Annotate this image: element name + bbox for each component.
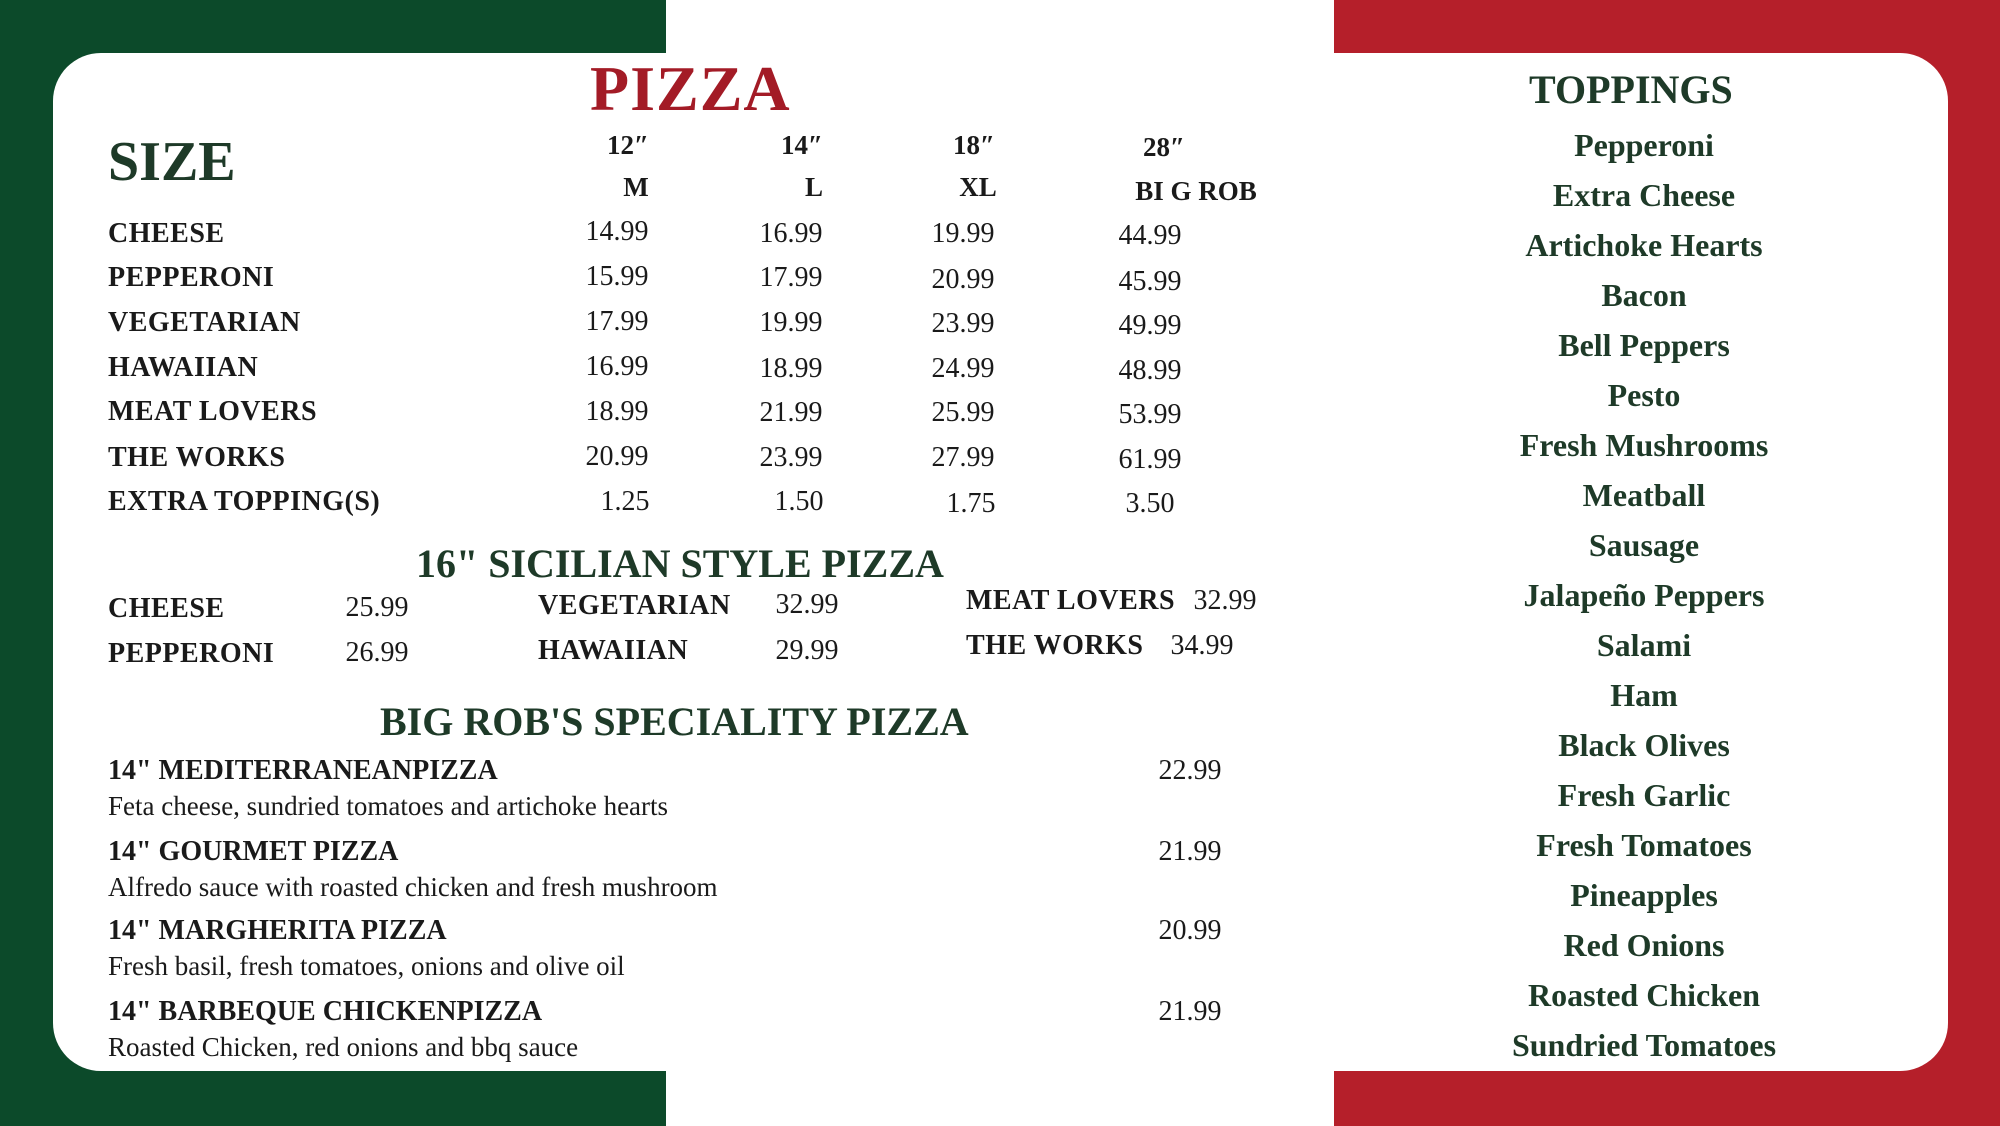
topping-item: Ham bbox=[1610, 677, 1678, 713]
price-cell: 1.75 bbox=[946, 488, 996, 519]
sicilian-item-name: HAWAIIAN bbox=[538, 635, 689, 666]
topping-item: Black Olives bbox=[1558, 727, 1730, 763]
price-cell: 25.99 bbox=[931, 397, 995, 428]
col-12-size: 12″ bbox=[607, 130, 649, 160]
specialty-item-desc: Roasted Chicken, red onions and bbq sauce bbox=[108, 1032, 579, 1062]
sicilian-item-price: 34.99 bbox=[1170, 630, 1234, 661]
price-cell: 15.99 bbox=[585, 261, 649, 292]
specialty-item-price: 22.99 bbox=[1158, 755, 1222, 786]
row-name: HAWAIIAN bbox=[108, 352, 259, 383]
col-28-size: 28″ bbox=[1143, 132, 1185, 162]
row-name: THE WORKS bbox=[108, 442, 286, 473]
pizza-title: PIZZA bbox=[590, 53, 791, 124]
topping-item: Red Onions bbox=[1563, 927, 1725, 963]
row-name: PEPPERONI bbox=[108, 262, 275, 293]
topping-item: Sausage bbox=[1588, 527, 1700, 563]
price-cell: 48.99 bbox=[1118, 355, 1182, 386]
price-cell: 23.99 bbox=[759, 442, 823, 473]
price-cell: 61.99 bbox=[1118, 444, 1182, 475]
price-cell: 19.99 bbox=[759, 307, 823, 338]
sicilian-item-price: 26.99 bbox=[345, 637, 409, 668]
topping-item: Sundried Tomatoes bbox=[1511, 1027, 1777, 1063]
price-cell: 21.99 bbox=[759, 397, 823, 428]
specialty-item-price: 21.99 bbox=[1158, 836, 1222, 867]
specialty-item-name: 14" GOURMET PIZZA bbox=[108, 836, 399, 867]
topping-item: Roasted Chicken bbox=[1527, 977, 1760, 1013]
price-cell: 16.99 bbox=[759, 218, 823, 249]
sicilian-item-name: PEPPERONI bbox=[108, 638, 275, 669]
sicilian-item-price: 32.99 bbox=[1193, 585, 1257, 616]
sicilian-item-name: VEGETARIAN bbox=[538, 590, 731, 621]
sicilian-title: 16" SICILIAN STYLE PIZZA bbox=[416, 541, 944, 586]
price-cell: 18.99 bbox=[759, 353, 823, 384]
row-name: EXTRA TOPPING(S) bbox=[108, 486, 381, 517]
price-cell: 18.99 bbox=[585, 396, 649, 427]
col-18-size: 18″ bbox=[953, 130, 995, 160]
topping-item: Salami bbox=[1596, 627, 1692, 663]
specialty-item-desc: Fresh basil, fresh tomatoes, onions and olive oil bbox=[108, 951, 625, 981]
sicilian-item-name: THE WORKS bbox=[966, 630, 1144, 661]
row-name: CHEESE bbox=[108, 218, 225, 249]
price-cell: 49.99 bbox=[1118, 310, 1182, 341]
price-cell: 1.50 bbox=[774, 486, 824, 517]
price-cell: 20.99 bbox=[585, 441, 649, 472]
topping-item: Jalapeño Peppers bbox=[1523, 577, 1765, 613]
col-14-size: 14″ bbox=[781, 130, 823, 160]
price-cell: 24.99 bbox=[931, 353, 995, 384]
row-name: VEGETARIAN bbox=[108, 307, 301, 338]
topping-item: Artichoke Hearts bbox=[1525, 227, 1763, 263]
price-cell: 53.99 bbox=[1118, 399, 1182, 430]
col-18-name: XL bbox=[959, 172, 997, 202]
price-cell: 44.99 bbox=[1118, 220, 1182, 251]
topping-item: Fresh Mushrooms bbox=[1519, 427, 1769, 463]
specialty-item-desc: Feta cheese, sundried tomatoes and artichoke hearts bbox=[108, 791, 669, 821]
price-cell: 20.99 bbox=[931, 264, 995, 295]
topping-item: Bell Peppers bbox=[1558, 327, 1730, 363]
sicilian-item-name: MEAT LOVERS bbox=[966, 585, 1176, 616]
price-cell: 17.99 bbox=[759, 262, 823, 293]
specialty-item-price: 21.99 bbox=[1158, 996, 1222, 1027]
price-cell: 23.99 bbox=[931, 308, 995, 339]
topping-item: Fresh Tomatoes bbox=[1536, 827, 1752, 863]
col-14-name: L bbox=[804, 172, 823, 202]
specialty-title: BIG ROB'S SPECIALITY PIZZA bbox=[380, 699, 969, 744]
specialty-item-name: 14" MARGHERITA PIZZA bbox=[108, 915, 447, 946]
price-cell: 17.99 bbox=[585, 306, 649, 337]
specialty-item-desc: Alfredo sauce with roasted chicken and fresh mushroom bbox=[108, 872, 718, 902]
sicilian-item-price: 25.99 bbox=[345, 592, 409, 623]
price-cell: 45.99 bbox=[1118, 266, 1182, 297]
topping-item: Pineapples bbox=[1570, 877, 1718, 913]
price-cell: 3.50 bbox=[1125, 488, 1175, 519]
price-cell: 16.99 bbox=[585, 351, 649, 382]
topping-item: Pepperoni bbox=[1574, 127, 1714, 163]
price-cell: 27.99 bbox=[931, 442, 995, 473]
row-name: MEAT LOVERS bbox=[108, 396, 318, 427]
topping-item: Extra Cheese bbox=[1552, 177, 1736, 213]
sicilian-item-price: 29.99 bbox=[775, 635, 839, 666]
specialty-item-name: 14" MEDITERRANEANPIZZA bbox=[108, 755, 498, 786]
topping-item: Fresh Garlic bbox=[1557, 777, 1731, 813]
topping-item: Pesto bbox=[1607, 377, 1681, 413]
sicilian-item-name: CHEESE bbox=[108, 593, 225, 624]
price-cell: 1.25 bbox=[600, 486, 650, 517]
price-cell: 14.99 bbox=[585, 216, 649, 247]
specialty-item-price: 20.99 bbox=[1158, 915, 1222, 946]
topping-item: Meatball bbox=[1582, 477, 1706, 513]
toppings-title: TOPPINGS bbox=[1529, 67, 1733, 112]
price-cell: 19.99 bbox=[931, 218, 995, 249]
sicilian-item-price: 32.99 bbox=[775, 589, 839, 620]
topping-item: Bacon bbox=[1601, 277, 1687, 313]
specialty-item-name: 14" BARBEQUE CHICKENPIZZA bbox=[108, 996, 543, 1027]
col-28-name: BI G ROB bbox=[1135, 176, 1257, 206]
col-12-name: M bbox=[623, 172, 649, 202]
size-label: SIZE bbox=[108, 131, 236, 193]
